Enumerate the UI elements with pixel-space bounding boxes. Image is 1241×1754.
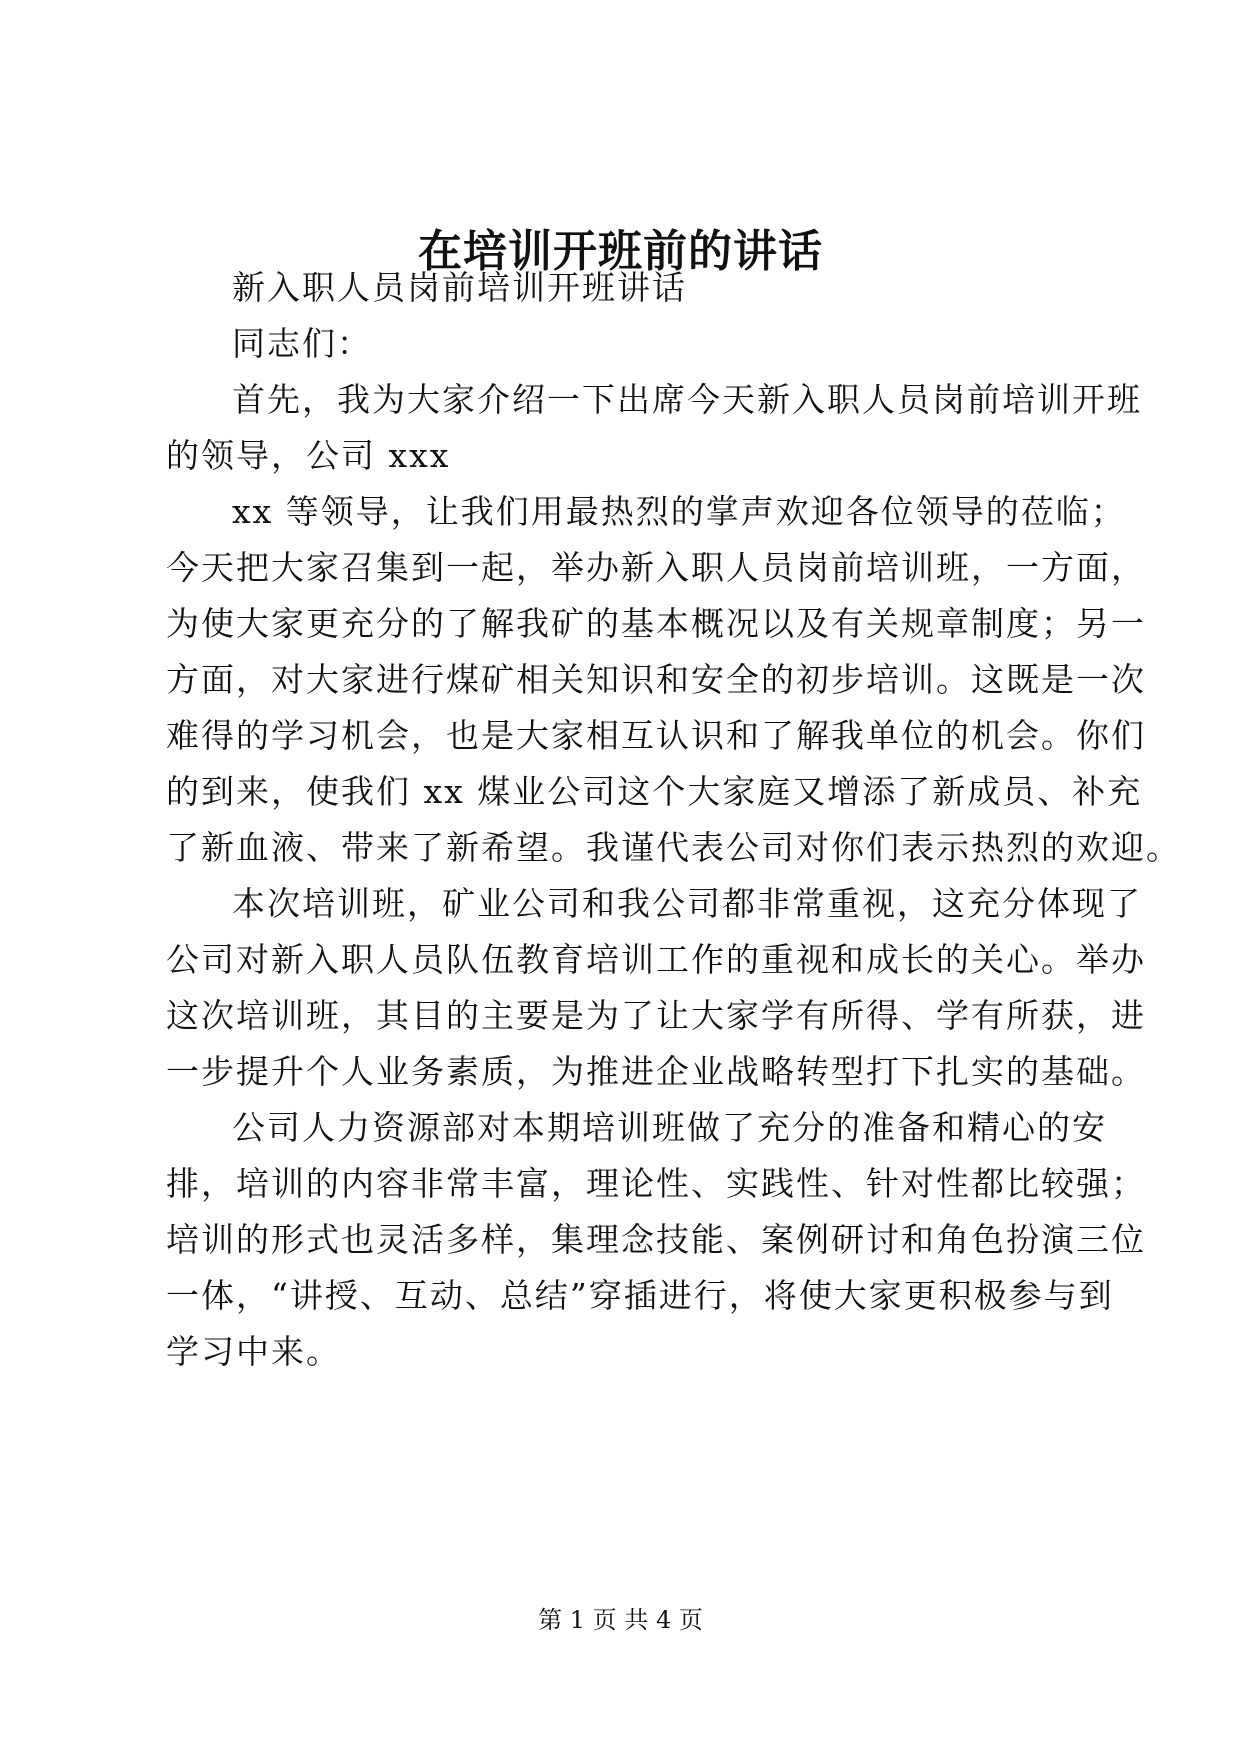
document-title: 在培训开班前的讲话: [418, 226, 823, 277]
paragraph-line: 的到来，使我们 xx 煤业公司这个大家庭又增添了新成员、补充: [166, 772, 1143, 811]
paragraph-line: 学习中来。: [166, 1332, 341, 1371]
paragraph-line: 公司人力资源部对本期培训班做了充分的准备和精心的安: [232, 1108, 1107, 1147]
paragraph-line: 今天把大家召集到一起，举办新入职人员岗前培训班，一方面，: [166, 548, 1146, 587]
paragraph-line: 这次培训班，其目的主要是为了让大家学有所得、学有所获，进: [166, 996, 1146, 1035]
page-number-footer: 第 1 页 共 4 页: [538, 1606, 703, 1634]
paragraph-line: 培训的形式也灵活多样，集理念技能、案例研讨和角色扮演三位: [166, 1220, 1146, 1259]
paragraph-line: 方面，对大家进行煤矿相关知识和安全的初步培训。这既是一次: [166, 660, 1146, 699]
paragraph-line: xx 等领导，让我们用最热烈的掌声欢迎各位领导的莅临；: [232, 492, 1126, 531]
paragraph-line: 排，培训的内容非常丰富，理论性、实践性、针对性都比较强；: [166, 1164, 1146, 1203]
paragraph-line: 的领导，公司 xxx: [166, 436, 451, 475]
subtitle-line: 新入职人员岗前培训开班讲话: [232, 268, 687, 307]
paragraph-line: 了新血液、带来了新希望。我谨代表公司对你们表示热烈的欢迎。: [166, 828, 1181, 867]
paragraph-line: 为使大家更充分的了解我矿的基本概况以及有关规章制度；另一: [166, 604, 1146, 643]
salutation-line: 同志们：: [232, 324, 372, 363]
paragraph-line: 本次培训班，矿业公司和我公司都非常重视，这充分体现了: [232, 884, 1142, 923]
paragraph-line: 一步提升个人业务素质，为推进企业战略转型打下扎实的基础。: [166, 1052, 1146, 1091]
paragraph-line: 公司对新入职人员队伍教育培训工作的重视和成长的关心。举办: [166, 940, 1146, 979]
paragraph-line: 首先，我为大家介绍一下出席今天新入职人员岗前培训开班: [232, 380, 1142, 419]
paragraph-line: 一体，“讲授、互动、总结”穿插进行，将使大家更积极参与到: [166, 1276, 1114, 1315]
paragraph-line: 难得的学习机会，也是大家相互认识和了解我单位的机会。你们: [166, 716, 1146, 755]
